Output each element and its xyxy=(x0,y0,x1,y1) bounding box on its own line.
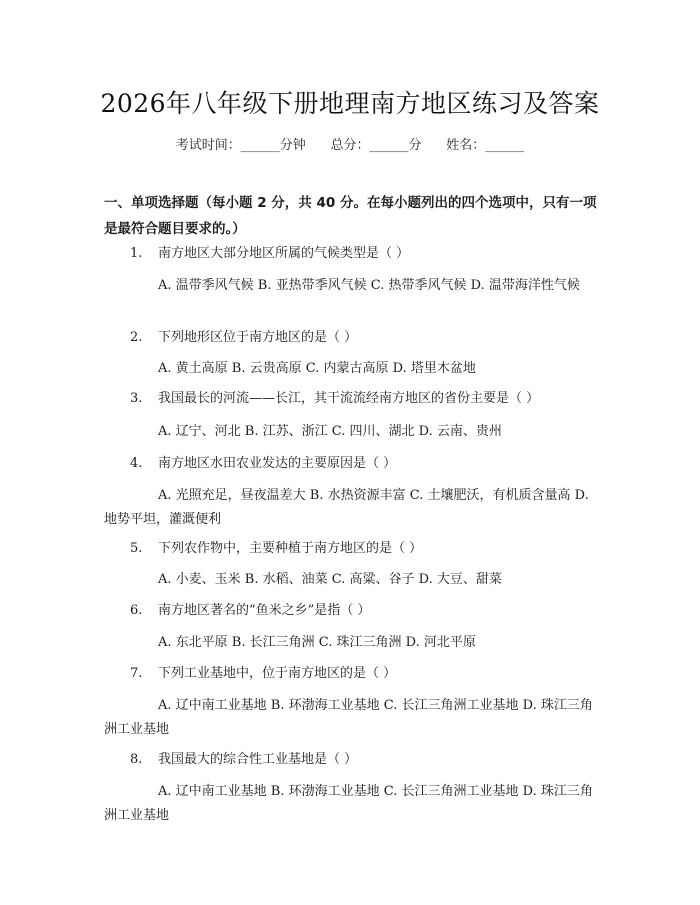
question-text: 下列工业基地中，位于南方地区的是（ ） xyxy=(158,666,397,681)
question-text: 我国最长的河流——长江，其干流流经南方地区的省份主要是（ ） xyxy=(158,391,540,406)
question-stem xyxy=(130,328,357,348)
question-stem xyxy=(130,389,539,409)
question-text: 我国最大的综合性工业基地是（ ） xyxy=(158,752,358,767)
question-number: 7. xyxy=(130,666,143,681)
question-options: A. 温带季风气候 B. 亚热带季风气候 C. 热带季风气候 D. 温带海洋性气候 xyxy=(158,278,580,293)
document-title: 2026年八年级下册地理南方地区练习及答案 xyxy=(100,89,600,118)
question-number: 3. xyxy=(130,391,143,406)
question-stem xyxy=(130,244,409,264)
question-options: A. 辽宁、河北 B. 江苏、浙江 C. 四川、湖北 D. 云南、贵州 xyxy=(158,424,502,439)
question-options: A. 辽中南工业基地 B. 环渤海工业基地 C. 长江三角洲工业基地 D. 珠江三角洲工业基地 xyxy=(104,784,593,823)
question-number: 2. xyxy=(130,330,143,345)
question-options: A. 光照充足，昼夜温差大 B. 水热资源丰富 C. 土壤肥沃，有机质含量高 D. 地势平坦，灌溉便利 xyxy=(104,488,589,527)
question-stem xyxy=(130,454,396,474)
question-number: 1. xyxy=(130,246,143,261)
question-options: A. 辽中南工业基地 B. 环渤海工业基地 C. 长江三角洲工业基地 D. 珠江三角洲工业基地 xyxy=(104,698,593,737)
question-stem xyxy=(130,750,357,770)
question-number: 4. xyxy=(130,456,143,471)
question-text: 下列农作物中，主要种植于南方地区的是（ ） xyxy=(158,541,423,556)
question-options: A. 小麦、玉米 B. 水稻、油菜 C. 高粱、谷子 D. 大豆、甜菜 xyxy=(158,572,502,587)
question-options: A. 东北平原 B. 长江三角洲 C. 珠江三角洲 D. 河北平原 xyxy=(158,635,476,650)
exam-info-line: 考试时间：______分钟 总分：______分 姓名：______ xyxy=(175,138,525,153)
question-stem xyxy=(130,601,370,621)
question-text: 南方地区水田农业发达的主要原因是（ ） xyxy=(158,456,397,471)
question-stem xyxy=(130,664,396,684)
question-number: 6. xyxy=(130,603,143,618)
question-number: 8. xyxy=(130,752,143,767)
question-text: 南方地区大部分地区所属的气候类型是（ ） xyxy=(158,246,410,261)
question-number: 5. xyxy=(130,541,143,556)
section-heading: 一、单项选择题（每小题 2 分，共 40 分。在每小题列出的四个选项中，只有一项是最符合题目要求的。） xyxy=(104,195,597,237)
question-stem xyxy=(130,539,422,559)
question-options: A. 黄土高原 B. 云贵高原 C. 内蒙古高原 D. 塔里木盆地 xyxy=(158,361,476,376)
question-text: 南方地区著名的“鱼米之乡”是指（ ） xyxy=(158,603,371,618)
question-text: 下列地形区位于南方地区的是（ ） xyxy=(158,330,358,345)
